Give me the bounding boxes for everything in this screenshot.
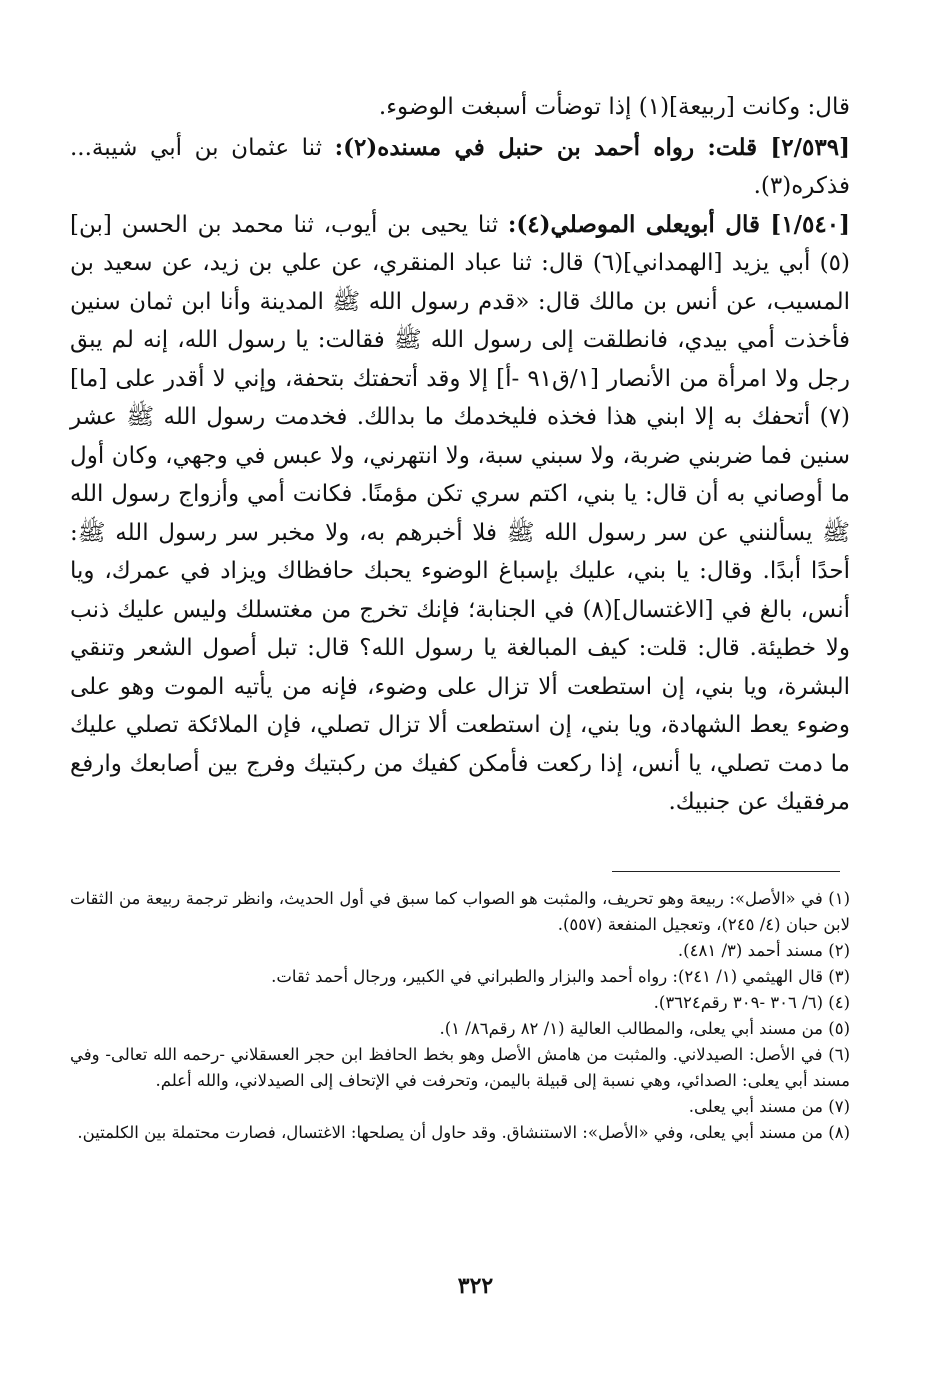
footnote-4: (٤) (٦/ ٣٠٦ -٣٠٩ رقم٣٦٢٤). <box>653 993 850 1012</box>
footnote-7: (٧) من مسند أبي يعلى. <box>688 1097 850 1116</box>
footnote-2: (٢) مسند أحمد (٣/ ٤٨١). <box>677 941 850 960</box>
footnote-3: (٣) قال الهيثمي (١/ ٢٤١): رواه أحمد والبزار والطبراني في الكبير، ورجال أحمد ثقات. <box>271 967 850 986</box>
paragraph-3 <box>70 206 850 822</box>
paragraph-1 <box>70 88 850 127</box>
footnote-8: (٨) من مسند أبي يعلى، وفي «الأصل»: الاستنشاق. وقد حاول أن يصلحها: الاغتسال، فصارت محتملة بين الكلمتين. <box>77 1123 850 1142</box>
footnote-1: (١) في «الأصل»: ربيعة وهو تحريف، والمثبت هو الصواب كما سبق في أول الحديث، وانظر ترجمة ربيعة من الثقات لابن حبان (٤/ ٢٤٥)، وتعجيل المنفعة (٥٥٧). <box>70 889 850 934</box>
footnote-5: (٥) من مسند أبي يعلى، والمطالب العالية (١/ ٨٢ رقم٨٦/ ١). <box>439 1019 850 1038</box>
paragraph-2-text: ثنا عثمان بن أبي شيبة... فذكره(٣). <box>70 134 850 199</box>
main-text <box>70 88 850 822</box>
page-number: ٣٢٢ <box>457 1273 494 1299</box>
footnote-6: (٦) في الأصل: الصيدلاني. والمثبت من هامش الأصل وهو بخط الحافظ ابن حجر العسقلاني -رحمه الله تعالى- وفي مسند أبي يعلى: الصدائي، وهي نسبة إلى قبيلة باليمن، وتحرفت في الإتحاف إلى الصيدلاني، والله أعلم. <box>70 1045 850 1090</box>
paragraph-2 <box>70 129 850 206</box>
paragraph-1-text: قال: وكانت [ربيعة](١) إذا توضأت أسبغت الوضوء. <box>378 94 850 120</box>
footnotes <box>70 886 850 1146</box>
footnote-divider <box>612 871 840 872</box>
paragraph-3-header: [١/٥٤٠] قال أبويعلى الموصلي(٤): <box>507 210 850 238</box>
paragraph-3-text: ثنا يحيى بن أيوب، ثنا محمد بن الحسن [بن](٥) أبي يزيد [الهمداني](٦) قال: ثنا عباد المنقري، عن علي بن زيد، عن سعيد بن المسيب، عن أنس بن مالك قال: «قدم رسول الله ﷺ المدينة وأنا ابن ثمان سنين فأخذت أمي بيدي، فانطلقت إلى رسول الله ﷺ فقالت: يا رسول الله، إنه لم يبق رجل ولا امرأة من الأنصار [١/ق٩١ -أ] إلا وقد أتحفتك بتحفة، وإني لا أقدر على [ما](٧) أتحفك به إلا ابني هذا فخذه فليخدمك ما بدالك. فخدمت رسول الله ﷺ عشر سنين فما ضربني ضربة، ولا سبني سبة، ولا انتهرني، ولا عبس في وجهي، وكان أول ما أوصاني به أن قال: يا بني، اكتم سري تكن مؤمنًا. فكانت أمي وأزواج رسول الله ﷺ يسألنني عن سر رسول الله ﷺ فلا أخبرهم به، ولا مخبر سر رسول الله ﷺ: أحدًا أبدًا. وقال: يا بني، عليك بإسباغ الوضوء يحبك حافظاك ويزاد في عمرك، ويا أنس، بالغ في [الاغتسال](٨) في الجنابة؛ فإنك تخرج من مغتسلك وليس عليك ذنب ولا خطيئة. قال: قلت: كيف المبالغة يا رسول الله؟ قال: تبل أصول الشعر وتنقي البشرة، ويا بني، إن استطعت ألا تزال على وضوء، فإنه من يأتيه الموت وهو على وضوء يعط الشهادة، ويا بني، إن استطعت ألا تزال تصلي، فإن الملائكة تصلي عليك ما دمت تصلي، يا أنس، إذا ركعت فأمكن كفيك من ركبتيك وفرج بين أصابعك وارفع مرفقيك عن جنبيك. <box>70 211 851 815</box>
paragraph-2-header: [٢/٥٣٩] قلت: رواه أحمد بن حنبل في مسنده(٢): <box>334 133 851 161</box>
